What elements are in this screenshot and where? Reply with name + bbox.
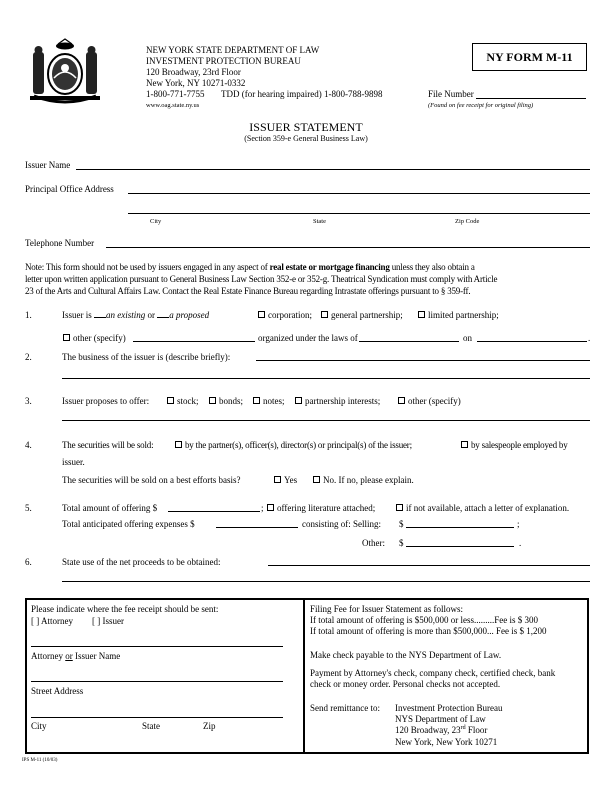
principal-office-field[interactable] [128,193,590,194]
net-proceeds-field-2[interactable] [62,581,590,582]
note-lead: Note: This form should not be used by issuers engaged in any aspect of [25,262,270,272]
issuer-name-caption: Issuer Name [72,651,121,661]
best-efforts-yes-option[interactable] [273,475,297,485]
fee-receipt-header: Please indicate where the fee receipt should be sent: [31,604,219,614]
box-zip-caption: Zip [203,721,216,731]
q5-number: 5. [25,503,32,513]
other-entity-field[interactable] [133,341,255,342]
footer-form-code: IPS M-11 (10/03) [22,758,58,763]
attorney-option[interactable]: [ ] Attorney [31,616,73,626]
fee-line-2: If total amount of offering is more than $500,000... Fee is $ 1,200 [310,626,547,636]
street-address-caption: Street Address [31,686,84,696]
send-line-3 [395,725,487,735]
notes-label: notes; [263,396,285,406]
form-subtitle: (Section 359-e General Business Law) [244,134,368,143]
total-offering-label: Total amount of offering $ [62,503,158,513]
payment-line-2: check or money order. Personal checks not accepted. [310,679,501,689]
q1-other-row [62,333,126,343]
bonds-label: bonds; [219,396,244,406]
consisting-label: consisting of: Selling: [302,519,382,529]
or-caption: or [65,651,73,661]
expenses-field[interactable] [216,527,298,528]
corporation-label: corporation; [268,310,312,320]
organized-laws-field[interactable] [359,341,459,342]
other-expense-label: Other: [362,538,385,548]
file-number-label: File Number [428,89,474,99]
city-caption: City [150,218,162,225]
other-dollar: $ [399,538,404,548]
send-line-4: New York, New York 10271 [395,737,498,747]
sold-by-salespeople-checkbox[interactable] [461,441,468,448]
best-efforts-no-option[interactable] [312,475,414,485]
issuer-name-field[interactable] [76,169,590,170]
other-security-checkbox[interactable] [398,397,405,404]
send-line-2: NYS Department of Law [395,714,486,724]
send-remittance-label: Send remittance to: [310,703,380,713]
best-efforts-no-label: No. If no, please explain. [323,475,414,485]
limited-partnership-label: limited partnership; [428,310,499,320]
existing-label: an existing [106,310,146,320]
business-description-field[interactable] [256,360,590,361]
limited-partnership-option[interactable] [417,310,499,320]
q6-number: 6. [25,557,32,567]
issuer-option[interactable]: [ ] Issuer [92,616,124,626]
payment-line-1: Payment by Attorney's check, company check, certified check, bank [310,668,556,678]
telephone-field[interactable] [106,247,590,248]
literature-unavailable-label: if not available, attach a letter of explanation. [406,503,570,513]
telephone-label: Telephone Number [25,238,95,248]
note-rest: unless they also obtain a [389,262,475,272]
stock-option[interactable] [166,396,199,406]
other-entity-label: other (specify) [73,333,126,343]
box-city-caption: City [31,721,47,731]
other-security-label: other (specify) [408,396,461,406]
note-line2: letter upon written application pursuant to General Business Law Section 352-e or 352-g. Theatrical Syndication must comply with Article [25,274,498,284]
best-efforts-question: The securities will be sold on a best efforts basis? [62,475,241,485]
bonds-option[interactable] [208,396,243,406]
proposed-blank[interactable] [157,317,169,318]
best-efforts-yes-checkbox[interactable] [274,476,281,483]
q2-number: 2. [25,352,32,362]
bonds-checkbox[interactable] [209,397,216,404]
box-state-caption: State [142,721,160,731]
note-line3: 23 of the Arts and Cultural Affairs Law. Contact the Real Estate Finance Bureau regarding Intrastate offerings pursuant to § 359-ff. [25,286,471,296]
file-number-note: (Found on fee receipt for original filing) [428,102,534,109]
best-efforts-yes-label: Yes [284,475,298,485]
sold-by-principals-checkbox[interactable] [175,441,182,448]
filing-fee-header: Filing Fee for Issuer Statement as follows: [310,604,463,614]
attorney-issuer-name-caption [31,651,120,661]
q4-continuation: issuer. [62,457,85,467]
literature-unavailable-checkbox[interactable] [396,504,403,511]
q1-period: . [588,333,591,343]
other-expense-period: . [519,538,522,548]
total-offering-semicolon: ; [261,503,264,513]
other-entity-checkbox[interactable] [63,334,70,341]
fee-line-1: If total amount of offering is $500,000 or less.........Fee is $ 300 [310,615,539,625]
agency-phone: 1-800-771-7755 [146,89,205,99]
partnership-interests-label: partnership interests; [305,396,381,406]
send-line-3-b: Floor [465,725,488,735]
check-payable: Make check payable to the NYS Department of Law. [310,650,502,660]
net-proceeds-field[interactable] [268,565,590,566]
form-id-box [472,43,587,71]
q2-label: The business of the issuer is (describe briefly): [62,352,231,362]
business-description-field-2[interactable] [62,378,590,379]
agency-address-line2: New York, NY 10271-0332 [146,78,246,88]
attorney-caption: Attorney [31,651,66,661]
form-id: NY FORM M-11 [486,50,573,64]
q3-number: 3. [25,396,32,406]
general-partnership-option[interactable] [320,310,403,320]
state-caption: State [313,218,326,225]
q6-label: State use of the net proceeds to be obtained: [62,557,221,567]
literature-unavailable-option[interactable] [395,503,569,513]
proposed-label: a proposed [169,310,210,320]
city-state-zip-box-field[interactable] [31,717,283,718]
partnership-interests-option[interactable] [294,396,380,406]
q1-row [62,310,209,320]
q3-label: Issuer proposes to offer: [62,396,150,406]
sold-by-principals-label: by the partner(s), officer(s), director(s) or principal(s) of the issuer; [185,440,412,450]
other-expense-field[interactable] [406,546,514,547]
literature-attached-option[interactable] [266,503,375,513]
limited-partnership-checkbox[interactable] [418,311,425,318]
send-line-1: Investment Protection Bureau [395,703,503,713]
expenses-label: Total anticipated offering expenses $ [62,519,195,529]
agency-address-line1: 120 Broadway, 23rd Floor [146,67,241,77]
total-offering-field[interactable] [168,511,260,512]
agency-tdd: TDD (for hearing impaired) 1-800-788-9898 [221,89,383,99]
sold-by-principals-option[interactable] [174,440,412,450]
notes-option[interactable] [252,396,285,406]
corporation-checkbox[interactable] [258,311,265,318]
form-title: ISSUER STATEMENT [249,120,363,134]
or-label: or [147,310,155,320]
stock-checkbox[interactable] [167,397,174,404]
q4-label: The securities will be sold: [62,440,154,450]
q4-number: 4. [25,440,32,450]
general-partnership-label: general partnership; [331,310,403,320]
sold-by-salespeople-option[interactable] [460,440,568,450]
principal-office-label: Principal Office Address [25,184,114,194]
agency-website: www.oag.state.ny.us [146,102,200,109]
agency-name: NEW YORK STATE DEPARTMENT OF LAW [146,45,320,55]
literature-attached-checkbox[interactable] [267,504,274,511]
send-line-3-a: 120 Broadway, 23 [395,725,461,735]
general-partnership-checkbox[interactable] [321,311,328,318]
note-line1 [25,262,475,272]
fee-box-divider [303,598,305,754]
organized-date-field[interactable] [477,341,587,342]
stock-label: stock; [177,396,199,406]
notes-checkbox[interactable] [253,397,260,404]
file-number-field[interactable] [476,98,586,99]
city-state-zip-field[interactable] [128,213,590,214]
literature-attached-label: offering literature attached; [277,503,376,513]
partnership-interests-checkbox[interactable] [295,397,302,404]
zip-caption: Zip Code [455,218,480,225]
best-efforts-no-checkbox[interactable] [313,476,320,483]
selling-expense-field[interactable] [406,527,514,528]
street-address-field[interactable] [31,681,283,682]
selling-semicolon: ; [517,519,520,529]
note-bold: real estate or mortgage financing [269,262,390,272]
corporation-option[interactable] [257,310,312,320]
q1-number: 1. [25,310,32,320]
other-security-field[interactable] [62,420,590,421]
on-label: on [463,333,472,343]
existing-blank[interactable] [94,317,106,318]
q1-lead: Issuer is [62,310,92,320]
attorney-issuer-name-field[interactable] [31,646,283,647]
agency-bureau: INVESTMENT PROTECTION BUREAU [146,56,301,66]
send-line-3-sup: rd [460,725,466,731]
nys-seal-logo [28,38,102,108]
sold-by-salespeople-label: by salespeople employed by [471,440,568,450]
organized-label: organized under the laws of [258,333,358,343]
other-security-option[interactable] [397,396,461,406]
selling-dollar: $ [399,519,404,529]
issuer-name-label: Issuer Name [25,160,71,170]
